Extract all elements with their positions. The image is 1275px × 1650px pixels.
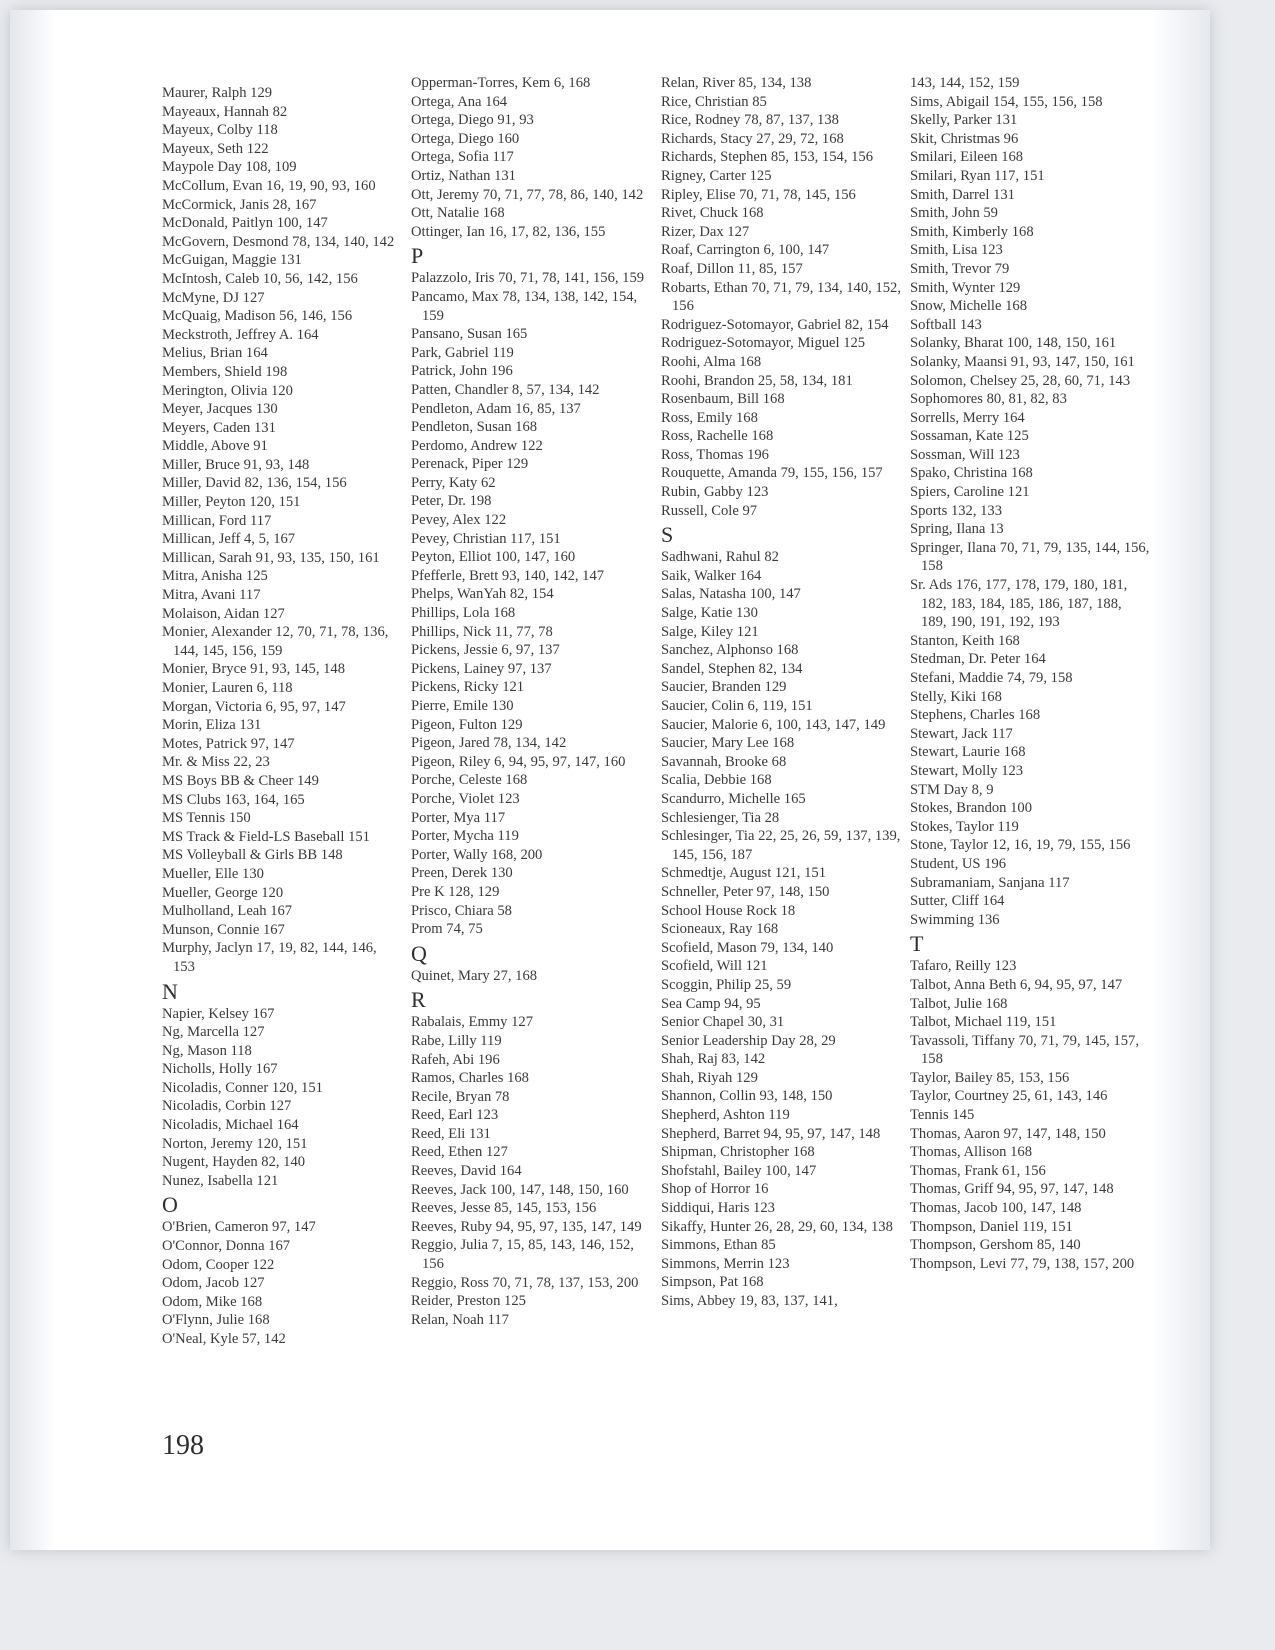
index-entry: Pickens, Ricky 121 — [411, 679, 525, 696]
index-entry: Rafeh, Abi 196 — [411, 1051, 500, 1068]
index-entry: Pendleton, Adam 16, 85, 137 — [411, 400, 581, 417]
index-entry: Phillips, Nick 11, 77, 78 — [411, 623, 553, 640]
index-entry: Ortega, Ana 164 — [411, 93, 508, 110]
index-entry: Scofield, Will 121 — [661, 958, 768, 975]
index-entry: Munson, Connie 167 — [162, 921, 285, 938]
index-entry: Pfefferle, Brett 93, 140, 142, 147 — [411, 567, 605, 584]
index-entry: Nicoladis, Conner 120, 151 — [162, 1079, 323, 1096]
index-entry: Miller, Bruce 91, 93, 148 — [162, 456, 310, 473]
index-entry: Talbot, Anna Beth 6, 94, 95, 97, 147 — [910, 976, 1123, 993]
index-entry: Monier, Alexander 12, 70, 71, 78, 136, 144, 145, 156, 159 — [162, 624, 389, 659]
index-entry: Rice, Christian 85 — [661, 93, 767, 110]
index-entry: Reggio, Julia 7, 15, 85, 143, 146, 152, 156 — [411, 1237, 634, 1273]
index-entry: Stephens, Charles 168 — [910, 707, 1041, 724]
index-entry: Mulholland, Leah 167 — [162, 903, 293, 920]
index-entry: McCormick, Janis 28, 167 — [162, 196, 317, 213]
index-entry: Rosenbaum, Bill 168 — [661, 391, 785, 408]
index-entry: Shop of Horror 16 — [661, 1181, 769, 1198]
index-entry: Reeves, Ruby 94, 95, 97, 135, 147, 149 — [411, 1218, 642, 1235]
index-entry: Saucier, Mary Lee 168 — [661, 735, 795, 752]
index-entry: Stanton, Keith 168 — [910, 632, 1020, 649]
index-entry: Pevey, Alex 122 — [411, 512, 507, 529]
index-entry: Saucier, Colin 6, 119, 151 — [661, 698, 813, 714]
index-entry: Scofield, Mason 79, 134, 140 — [661, 939, 834, 956]
index-entry: Sanchez, Alphonso 168 — [661, 642, 799, 659]
index-entry: Thompson, Gershom 85, 140 — [910, 1237, 1081, 1254]
index-entry: Richards, Stephen 85, 153, 154, 156 — [661, 149, 873, 166]
index-entry: Softball 143 — [910, 316, 982, 333]
index-entry: Senior Chapel 30, 31 — [661, 1014, 785, 1031]
index-entry: Monier, Bryce 91, 93, 145, 148 — [162, 661, 346, 678]
index-entry: Stone, Taylor 12, 16, 19, 79, 155, 156 — [910, 837, 1131, 854]
index-entry: Smith, Darrel 131 — [910, 186, 1015, 203]
index-entry: Reed, Eli 131 — [411, 1125, 491, 1142]
index-entry: Palazzolo, Iris 70, 71, 78, 141, 156, 159 — [411, 270, 645, 287]
section-letter: S — [661, 522, 674, 548]
index-entry: Schneller, Peter 97, 148, 150 — [661, 883, 830, 900]
index-entry: Phillips, Lola 168 — [411, 605, 516, 622]
index-entry: Stedman, Dr. Peter 164 — [910, 651, 1046, 668]
index-entry: Robarts, Ethan 70, 71, 79, 134, 140, 152, 156 — [661, 279, 901, 315]
index-entry: Simpson, Pat 168 — [661, 1274, 764, 1291]
index-entry: Stokes, Taylor 119 — [910, 818, 1019, 835]
index-entry: Ripley, Elise 70, 71, 78, 145, 156 — [661, 186, 856, 203]
index-entry: Porter, Mya 117 — [411, 809, 506, 826]
index-entry: Schlesienger, Tia 28 — [661, 809, 780, 826]
index-entry: McGuigan, Maggie 131 — [162, 252, 302, 269]
index-entry: Rabalais, Emmy 127 — [411, 1014, 534, 1031]
index-entry: Shah, Raj 83, 142 — [661, 1051, 766, 1068]
index-entry: Thomas, Aaron 97, 147, 148, 150 — [910, 1125, 1106, 1142]
index-entry: MS Volleyball & Girls BB 148 — [162, 847, 343, 864]
index-entry: Springer, Ilana 70, 71, 79, 135, 144, 156, 158 — [910, 539, 1150, 575]
index-entry: MS Boys BB & Cheer 149 — [162, 772, 319, 789]
index-entry: Melius, Brian 164 — [162, 345, 268, 362]
index-entry: McIntosh, Caleb 10, 56, 142, 156 — [162, 270, 358, 287]
index-entry: Tavassoli, Tiffany 70, 71, 79, 145, 157, 158 — [910, 1032, 1139, 1068]
index-entry: Sports 132, 133 — [910, 502, 1003, 519]
index-entry: Porche, Violet 123 — [411, 790, 520, 807]
index-entry: Sims, Abbey 19, 83, 137, 141, — [661, 1293, 838, 1309]
index-entry: Pickens, Jessie 6, 97, 137 — [411, 642, 560, 659]
index-entry: Perenack, Piper 129 — [411, 456, 529, 473]
index-entry: Snow, Michelle 168 — [910, 298, 1028, 315]
index-entry: Miller, David 82, 136, 154, 156 — [162, 475, 347, 492]
index-entry: School House Rock 18 — [661, 902, 796, 919]
index-entry: Smith, Trevor 79 — [910, 260, 1010, 277]
index-entry: Reeves, David 164 — [411, 1163, 522, 1180]
index-entry: Odom, Cooper 122 — [162, 1256, 275, 1273]
index-entry: Pigeon, Fulton 129 — [411, 716, 523, 733]
index-entry: Mitra, Avani 117 — [162, 587, 261, 604]
index-entry: Meckstroth, Jeffrey A. 164 — [162, 326, 319, 343]
index-entry: Thompson, Levi 77, 79, 138, 157, 200 — [910, 1255, 1135, 1272]
index-entry: Nunez, Isabella 121 — [162, 1172, 279, 1189]
index-entry: Stewart, Molly 123 — [910, 762, 1024, 779]
index-entry: Solanky, Maansi 91, 93, 147, 150, 161 — [910, 353, 1135, 370]
index-entry: Siddiqui, Haris 123 — [661, 1200, 775, 1217]
index-entry: Quinet, Mary 27, 168 — [411, 967, 538, 984]
index-entry: Rabe, Lilly 119 — [411, 1032, 502, 1049]
index-entry: Spiers, Caroline 121 — [910, 484, 1030, 501]
index-entry: Odom, Jacob 127 — [162, 1275, 265, 1292]
index-entry: Savannah, Brooke 68 — [661, 753, 787, 770]
index-entry: Monier, Lauren 6, 118 — [162, 680, 293, 696]
index-entry: Thomas, Allison 168 — [910, 1144, 1033, 1161]
index-entry: Sims, Abigail 154, 155, 156, 158 — [910, 93, 1103, 110]
index-entry: Senior Leadership Day 28, 29 — [661, 1032, 836, 1049]
index-entry: Stelly, Kiki 168 — [910, 688, 1002, 705]
index-entry: Sikaffy, Hunter 26, 28, 29, 60, 134, 138 — [661, 1218, 893, 1235]
index-entry: Stokes, Brandon 100 — [910, 800, 1033, 817]
index-entry: Ramos, Charles 168 — [411, 1070, 529, 1087]
index-entry: O'Neal, Kyle 57, 142 — [162, 1331, 286, 1347]
index-entry: Mayeaux, Hannah 82 — [162, 103, 288, 120]
index-entry: Rivet, Chuck 168 — [661, 205, 764, 222]
index-entry: Perry, Katy 62 — [411, 474, 496, 491]
index-entry: Nicoladis, Corbin 127 — [162, 1098, 292, 1115]
index-entry: MS Clubs 163, 164, 165 — [162, 791, 305, 808]
index-entry: Talbot, Julie 168 — [910, 995, 1008, 1012]
index-entry: Miller, Peyton 120, 151 — [162, 494, 301, 511]
index-entry: Mayeux, Colby 118 — [162, 122, 278, 139]
index-entry: Patten, Chandler 8, 57, 134, 142 — [411, 381, 600, 398]
index-column-4 — [910, 74, 1150, 1273]
index-entry: Smith, Kimberly 168 — [910, 223, 1034, 240]
index-entry: Mr. & Miss 22, 23 — [162, 754, 270, 771]
index-entry: Sr. Ads 176, 177, 178, 179, 180, 181, 182, 183, 184, 185, 186, 187, 188, 189, 190, 191, 192, 193 — [910, 577, 1128, 631]
index-entry: Roaf, Carrington 6, 100, 147 — [661, 242, 830, 259]
index-entry: Phelps, WanYah 82, 154 — [411, 586, 554, 603]
index-entry: Molaison, Aidan 127 — [162, 605, 285, 622]
index-entry: Mitra, Anisha 125 — [162, 568, 268, 585]
index-entry: Motes, Patrick 97, 147 — [162, 735, 295, 752]
index-entry: Maurer, Ralph 129 — [162, 85, 273, 101]
index-entry: Roohi, Alma 168 — [661, 353, 762, 370]
index-entry: Ott, Jeremy 70, 71, 77, 78, 86, 140, 142 — [411, 186, 644, 203]
index-entry: Sadhwani, Rahul 82 — [661, 549, 779, 566]
index-entry: Thompson, Daniel 119, 151 — [910, 1218, 1073, 1235]
index-entry: Reed, Earl 123 — [411, 1107, 499, 1124]
index-entry: Millican, Sarah 91, 93, 135, 150, 161 — [162, 549, 380, 566]
index-entry: Smilari, Eileen 168 — [910, 149, 1024, 166]
index-entry: Tennis 145 — [910, 1107, 975, 1124]
index-entry: Pre K 128, 129 — [411, 883, 500, 900]
index-entry: Nicholls, Holly 167 — [162, 1061, 278, 1078]
section-letter: T — [910, 931, 924, 957]
index-entry: Patrick, John 196 — [411, 363, 513, 380]
index-entry: Members, Shield 198 — [162, 363, 288, 380]
index-entry: Saucier, Malorie 6, 100, 143, 147, 149 — [661, 716, 886, 733]
index-entry: McCollum, Evan 16, 19, 90, 93, 160 — [162, 177, 376, 194]
index-entry: Meyers, Caden 131 — [162, 419, 276, 436]
index-entry: Sea Camp 94, 95 — [661, 995, 761, 1012]
index-entry: Talbot, Michael 119, 151 — [910, 1014, 1057, 1031]
index-entry: Smith, Wynter 129 — [910, 279, 1021, 296]
index-entry: Shofstahl, Bailey 100, 147 — [661, 1162, 817, 1179]
index-entry: Merington, Olivia 120 — [162, 382, 293, 399]
index-entry: Saucier, Branden 129 — [661, 679, 787, 696]
index-entry: Peyton, Elliot 100, 147, 160 — [411, 549, 576, 566]
section-letter: Q — [411, 940, 427, 966]
index-column-1 — [162, 84, 402, 1349]
index-entry: Rouquette, Amanda 79, 155, 156, 157 — [661, 465, 883, 482]
index-entry: O'Connor, Donna 167 — [162, 1238, 291, 1255]
index-entry: Morin, Eliza 131 — [162, 717, 262, 734]
index-entry: Spako, Christina 168 — [910, 465, 1033, 482]
index-entry: Reed, Ethen 127 — [411, 1144, 508, 1161]
section-letter: P — [411, 243, 424, 269]
index-entry: Salge, Kiley 121 — [661, 623, 759, 640]
index-entry: Schlesinger, Tia 22, 25, 26, 59, 137, 139, 145, 156, 187 — [661, 828, 901, 863]
section-letter: N — [162, 978, 178, 1004]
section-letter: O — [162, 1192, 178, 1218]
index-entry: Reeves, Jesse 85, 145, 153, 156 — [411, 1200, 597, 1217]
index-column-2 — [411, 74, 651, 1329]
index-column-3 — [661, 74, 901, 1311]
index-entry: Scioneaux, Ray 168 — [661, 921, 779, 938]
index-entry: Ortiz, Nathan 131 — [411, 167, 516, 184]
index-entry: Salge, Katie 130 — [661, 605, 758, 622]
index-entry: Sutter, Cliff 164 — [910, 893, 1005, 910]
index-entry: Napier, Kelsey 167 — [162, 1005, 275, 1022]
index-entry: Ng, Mason 118 — [162, 1042, 252, 1059]
index-entry: Shannon, Collin 93, 148, 150 — [661, 1088, 833, 1105]
section-letter: R — [411, 987, 426, 1013]
index-entry: Shepherd, Ashton 119 — [661, 1107, 790, 1124]
index-entry: Park, Gabriel 119 — [411, 344, 514, 361]
index-entry: Millican, Ford 117 — [162, 512, 272, 529]
index-entry: Ortega, Diego 91, 93 — [411, 112, 534, 129]
index-entry: Pancamo, Max 78, 134, 138, 142, 154, 159 — [411, 288, 638, 324]
index-entry: MS Track & Field-LS Baseball 151 — [162, 828, 370, 845]
index-entry: Stewart, Laurie 168 — [910, 744, 1026, 761]
index-entry: Odom, Mike 168 — [162, 1293, 263, 1310]
index-entry: Millican, Jeff 4, 5, 167 — [162, 531, 296, 548]
index-entry: Nugent, Hayden 82, 140 — [162, 1154, 306, 1171]
index-entry: Tafaro, Reilly 123 — [910, 958, 1017, 975]
index-entry: Simmons, Ethan 85 — [661, 1237, 776, 1254]
index-entry: Porche, Celeste 168 — [411, 772, 528, 789]
index-entry: Roaf, Dillon 11, 85, 157 — [661, 260, 803, 277]
index-entry: Pigeon, Riley 6, 94, 95, 97, 147, 160 — [411, 753, 626, 770]
index-entry: Pansano, Susan 165 — [411, 326, 528, 343]
index-entry: Student, US 196 — [910, 855, 1007, 872]
index-entry: Smith, John 59 — [910, 205, 998, 222]
index-entry: McGovern, Desmond 78, 134, 140, 142 — [162, 233, 395, 250]
index-entry: Rizer, Dax 127 — [661, 223, 750, 240]
index-entry: Preen, Derek 130 — [411, 865, 513, 882]
index-entry: Ortega, Diego 160 — [411, 130, 520, 147]
index-entry: Mueller, George 120 — [162, 884, 284, 901]
index-entry: Prisco, Chiara 58 — [411, 902, 512, 919]
index-entry: Ross, Thomas 196 — [661, 446, 769, 463]
index-entry: Schmedtje, August 121, 151 — [661, 865, 826, 882]
index-entry: O'Brien, Cameron 97, 147 — [162, 1219, 316, 1236]
index-entry: Ortega, Sofia 117 — [411, 149, 514, 166]
index-entry: Morgan, Victoria 6, 95, 97, 147 — [162, 698, 346, 715]
index-entry: Shipman, Christopher 168 — [661, 1144, 815, 1161]
index-entry: Recile, Bryan 78 — [411, 1088, 510, 1105]
index-entry: Stewart, Jack 117 — [910, 725, 1013, 742]
index-entry: Sossman, Will 123 — [910, 446, 1020, 463]
index-entry: Skelly, Parker 131 — [910, 112, 1018, 129]
index-entry: Prom 74, 75 — [411, 921, 483, 938]
index-entry: Middle, Above 91 — [162, 438, 268, 455]
index-entry: Ott, Natalie 168 — [411, 205, 505, 222]
page-gutter-left — [10, 10, 55, 1550]
index-entry: Smith, Lisa 123 — [910, 242, 1003, 259]
index-entry: Relan, Noah 117 — [411, 1311, 509, 1328]
index-entry: Porter, Mycha 119 — [411, 828, 519, 845]
index-entry: Maypole Day 108, 109 — [162, 159, 297, 176]
index-entry: Skit, Christmas 96 — [910, 130, 1019, 147]
index-entry: Salas, Natasha 100, 147 — [661, 586, 801, 603]
index-entry: Rice, Rodney 78, 87, 137, 138 — [661, 112, 839, 129]
index-entry: Scandurro, Michelle 165 — [661, 790, 806, 807]
index-entry: Thomas, Jacob 100, 147, 148 — [910, 1200, 1082, 1217]
index-entry: Opperman-Torres, Kem 6, 168 — [411, 75, 591, 91]
index-entry: MS Tennis 150 — [162, 810, 251, 827]
index-entry: Porter, Wally 168, 200 — [411, 846, 543, 863]
index-entry: Simmons, Merrin 123 — [661, 1255, 790, 1272]
index-entry: Ottinger, Ian 16, 17, 82, 136, 155 — [411, 223, 606, 240]
index-entry: Subramaniam, Sanjana 117 — [910, 874, 1070, 891]
index-entry: Pierre, Emile 130 — [411, 698, 514, 714]
index-entry: Spring, Ilana 13 — [910, 521, 1004, 538]
page-number: 198 — [162, 1430, 204, 1461]
index-entry: Reider, Preston 125 — [411, 1293, 526, 1310]
index-entry: Pendleton, Susan 168 — [411, 419, 538, 436]
index-entry: Perdomo, Andrew 122 — [411, 437, 543, 454]
index-entry: Thomas, Griff 94, 95, 97, 147, 148 — [910, 1181, 1114, 1198]
index-entry: Mueller, Elle 130 — [162, 865, 264, 882]
index-entry: STM Day 8, 9 — [910, 781, 994, 798]
index-entry: Scoggin, Philip 25, 59 — [661, 976, 792, 993]
index-entry: Scalia, Debbie 168 — [661, 772, 772, 789]
index-entry: Swimming 136 — [910, 911, 1000, 928]
index-entry: Peter, Dr. 198 — [411, 493, 492, 510]
index-page — [10, 10, 1210, 1550]
index-entry: Stefani, Maddie 74, 79, 158 — [910, 670, 1073, 686]
index-entry: Taylor, Courtney 25, 61, 143, 146 — [910, 1088, 1108, 1105]
index-entry: Richards, Stacy 27, 29, 72, 168 — [661, 130, 844, 147]
index-entry: Smilari, Ryan 117, 151 — [910, 167, 1045, 184]
index-entry: Rubin, Gabby 123 — [661, 484, 769, 501]
index-entry: Sossaman, Kate 125 — [910, 428, 1029, 445]
index-entry: Rodriguez-Sotomayor, Gabriel 82, 154 — [661, 316, 889, 333]
index-entry: Taylor, Bailey 85, 153, 156 — [910, 1069, 1070, 1086]
index-entry: Saik, Walker 164 — [661, 567, 762, 584]
index-entry: Shepherd, Barret 94, 95, 97, 147, 148 — [661, 1125, 881, 1142]
index-entry: Relan, River 85, 134, 138 — [661, 75, 812, 91]
index-entry: Ross, Rachelle 168 — [661, 428, 774, 445]
index-entry: O'Flynn, Julie 168 — [162, 1312, 270, 1329]
index-entry: Reeves, Jack 100, 147, 148, 150, 160 — [411, 1181, 629, 1198]
index-entry: Ng, Marcella 127 — [162, 1024, 265, 1041]
page-gutter-right — [1152, 10, 1210, 1550]
index-entry: Pevey, Christian 117, 151 — [411, 530, 561, 547]
index-entry: Solanky, Bharat 100, 148, 150, 161 — [910, 335, 1117, 352]
index-entry: Ross, Emily 168 — [661, 409, 758, 426]
index-entry: Shah, Riyah 129 — [661, 1069, 758, 1086]
index-entry: 143, 144, 152, 159 — [910, 75, 1020, 91]
index-entry: Sorrells, Merry 164 — [910, 409, 1025, 426]
index-entry: Reggio, Ross 70, 71, 78, 137, 153, 200 — [411, 1274, 639, 1291]
index-entry: Pigeon, Jared 78, 134, 142 — [411, 735, 567, 752]
index-entry: Pickens, Lainey 97, 137 — [411, 660, 552, 677]
index-entry: Thomas, Frank 61, 156 — [910, 1162, 1046, 1179]
index-entry: McQuaig, Madison 56, 146, 156 — [162, 308, 353, 325]
index-entry: Mayeux, Seth 122 — [162, 140, 269, 157]
index-entry: Norton, Jeremy 120, 151 — [162, 1135, 308, 1152]
index-entry: Murphy, Jaclyn 17, 19, 82, 144, 146, 153 — [162, 940, 377, 975]
index-entry: Sophomores 80, 81, 82, 83 — [910, 391, 1067, 408]
index-entry: Nicoladis, Michael 164 — [162, 1117, 299, 1134]
index-entry: Meyer, Jacques 130 — [162, 401, 278, 418]
index-entry: Rigney, Carter 125 — [661, 167, 772, 184]
index-entry: McDonald, Paitlyn 100, 147 — [162, 215, 328, 232]
index-entry: Solomon, Chelsey 25, 28, 60, 71, 143 — [910, 372, 1131, 389]
index-entry: McMyne, DJ 127 — [162, 289, 265, 306]
index-entry: Rodriguez-Sotomayor, Miguel 125 — [661, 335, 866, 352]
index-entry: Russell, Cole 97 — [661, 502, 758, 519]
index-entry: Sandel, Stephen 82, 134 — [661, 660, 803, 677]
index-entry: Roohi, Brandon 25, 58, 134, 181 — [661, 372, 853, 389]
